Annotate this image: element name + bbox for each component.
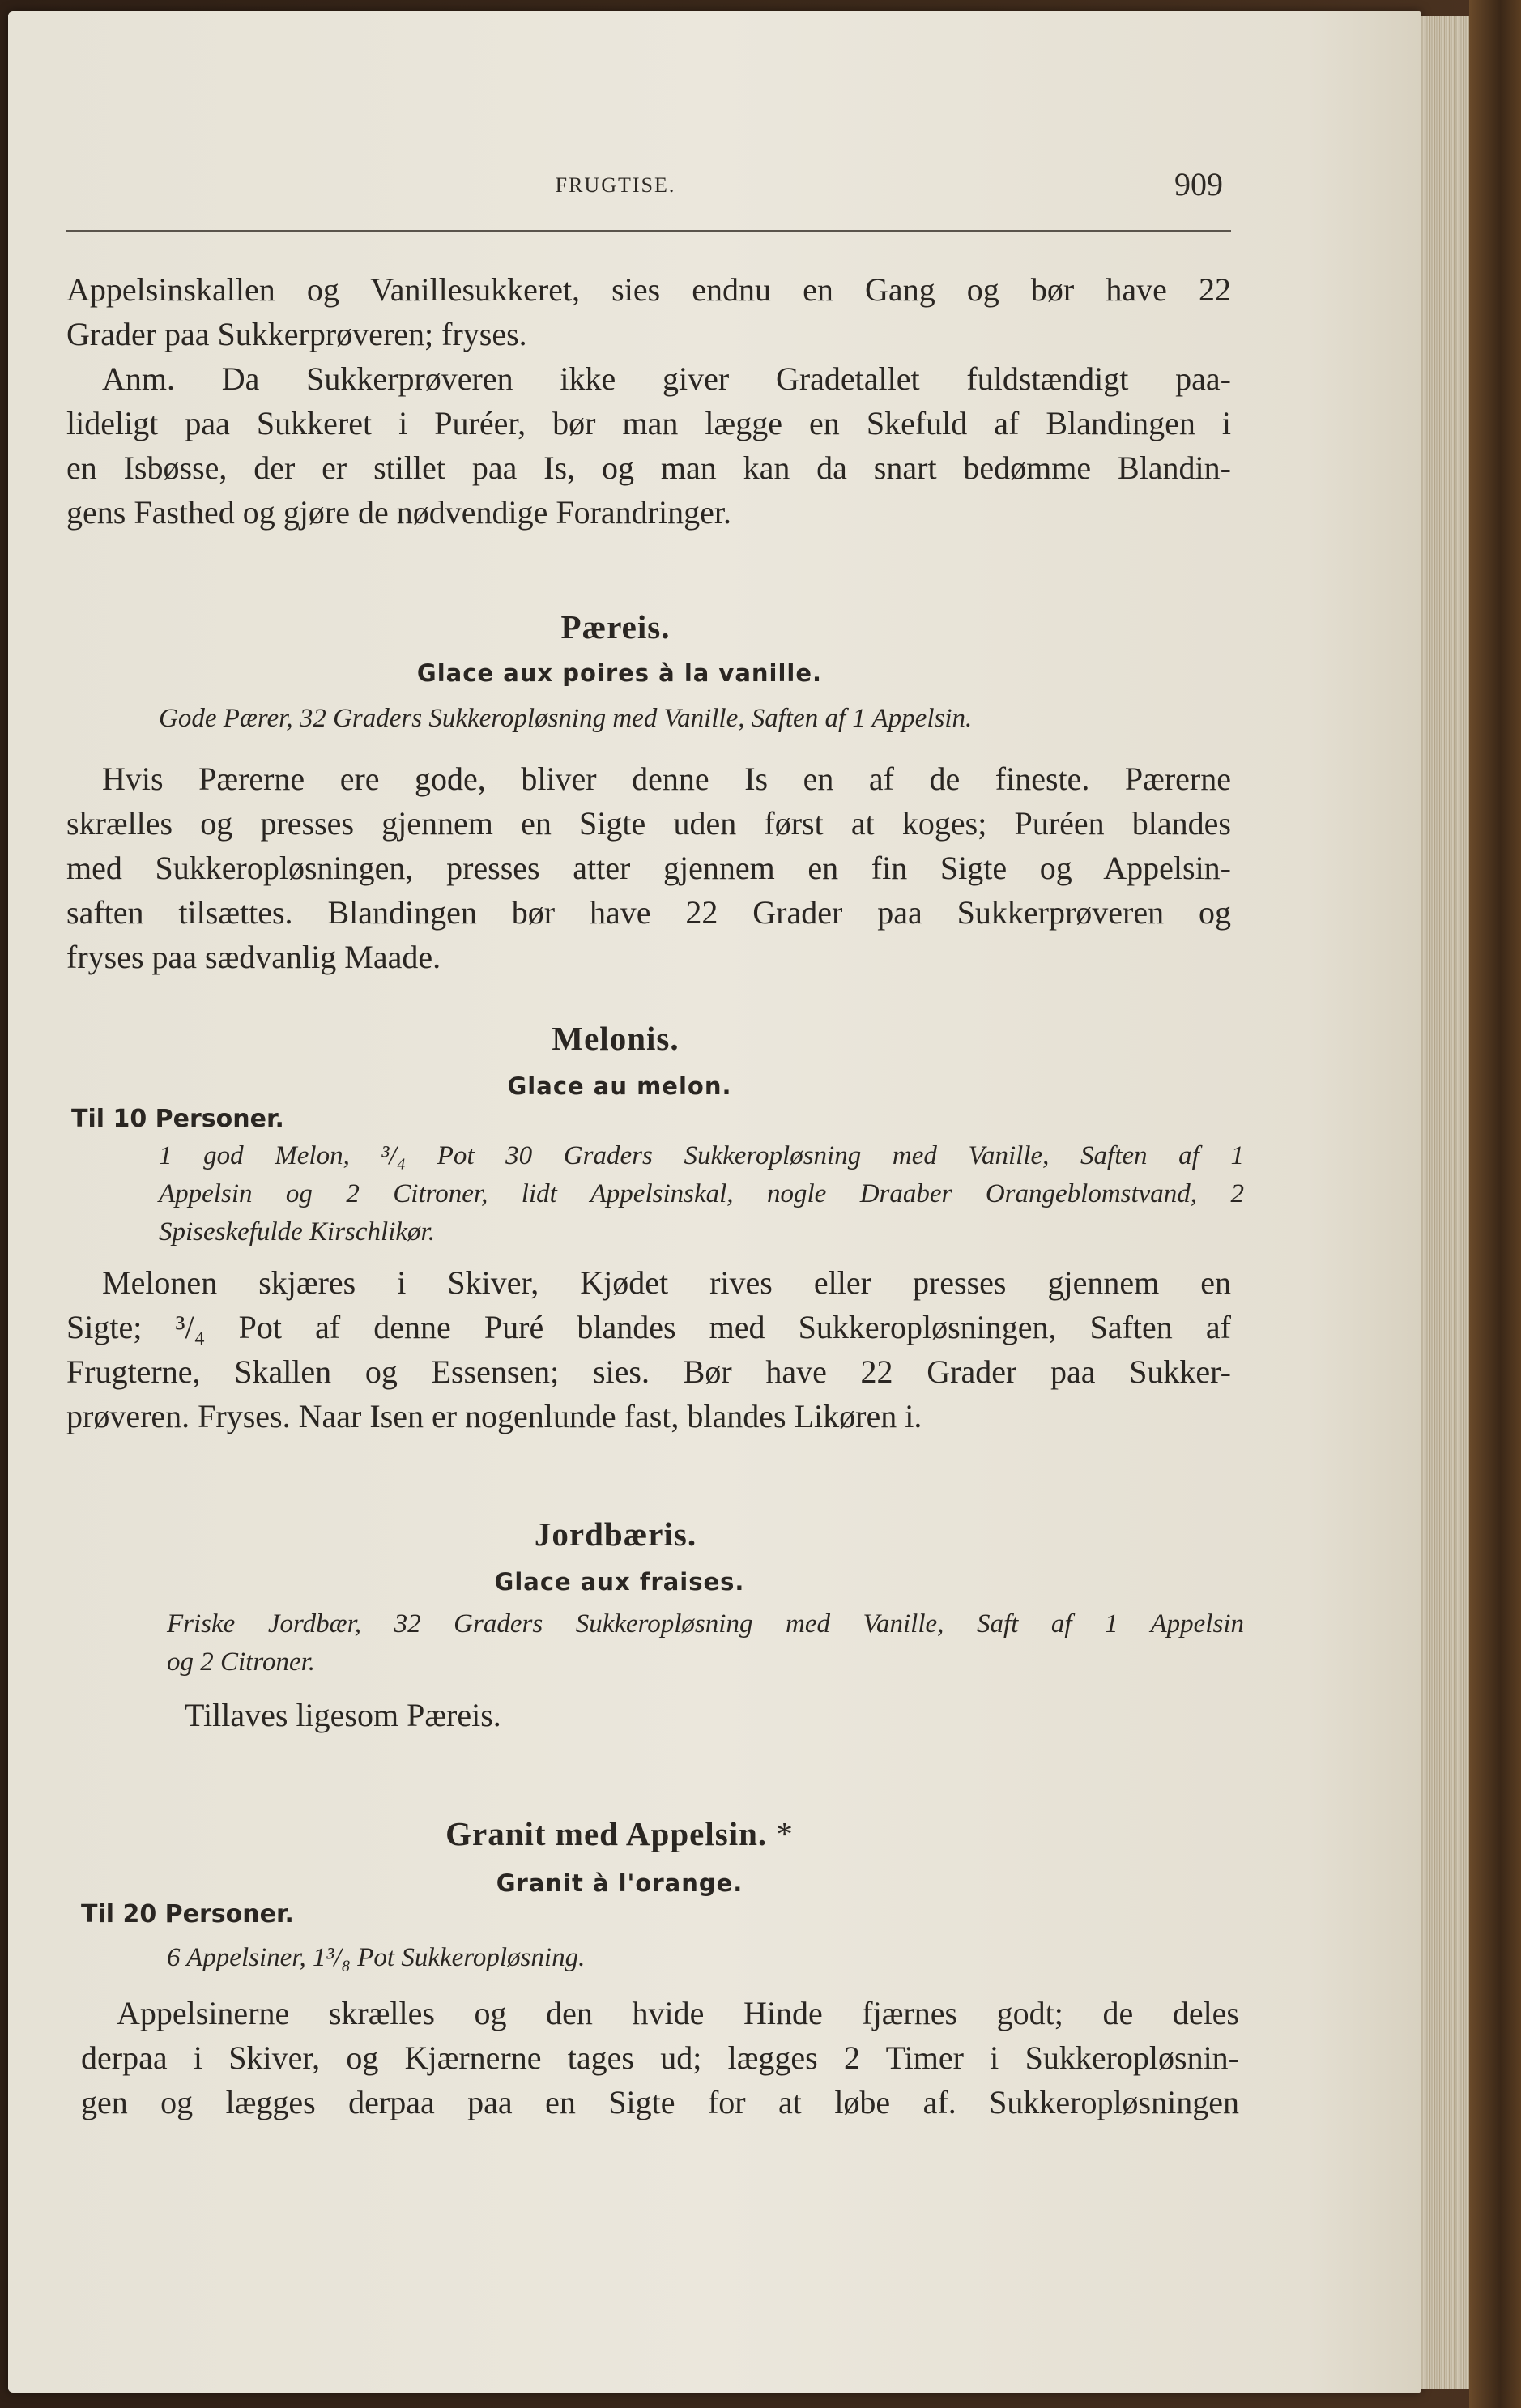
intro-paragraph: [66, 267, 1231, 356]
running-head: FRUGTISE.: [555, 173, 676, 197]
recipe-body: [81, 1991, 1239, 2125]
text-line: Anm. Da Sukkerprøveren ikke giver Gradetallet fuldstændigt paa-: [102, 360, 1231, 397]
text-line: saften tilsættes. Blandingen bør have 22 Grader paa Sukkerprøveren og: [66, 894, 1231, 931]
recipe-subtitle: Granit à l'orange.: [496, 1869, 743, 1897]
recipe-subtitle: Glace au melon.: [507, 1072, 732, 1100]
ingredients-line: Spiseskefulde Kirschlikør.: [159, 1217, 435, 1247]
text-line: Sigte; ³/₄ Pot af denne Puré blandes med Sukkeropløsningen, Saften af: [66, 1309, 1231, 1345]
recipe-body: [66, 1260, 1231, 1438]
text-line: Appelsinskallen og Vanillesukkeret, sies endnu en Gang og bør have 22: [66, 271, 1231, 308]
page-edges: [1421, 16, 1469, 2389]
recipe-body: [66, 756, 1231, 979]
text-line: prøveren. Fryses. Naar Isen er nogenlunde fast, blandes Likøren i.: [66, 1398, 922, 1434]
ingredients-list: [167, 1939, 1252, 1977]
ingredients-list: [159, 700, 1228, 738]
page-number: 909: [1174, 166, 1223, 202]
text-line: Appelsinerne skrælles og den hvide Hinde fjærnes godt; de deles: [117, 1995, 1239, 2031]
ingredients-list: [167, 1605, 1244, 1681]
text-line: en Isbøsse, der er stillet paa Is, og man kan da snart bedømme Blandin-: [66, 450, 1231, 486]
text-line: lideligt paa Sukkeret i Puréer, bør man lægge en Skefuld af Blandingen i: [66, 405, 1231, 441]
ingredients-line: og 2 Citroner.: [167, 1647, 316, 1677]
text-line: gen og lægges derpaa paa en Sigte for at løbe af. Sukkeropløsningen: [81, 2084, 1239, 2120]
recipe-title: Granit med Appelsin.: [445, 1815, 768, 1852]
book-cover-edge: [1469, 0, 1521, 2408]
ingredients-line: 1 god Melon, ³/₄ Pot 30 Graders Sukkeropløsning med Vanille, Saften af 1: [159, 1141, 1244, 1170]
note-paragraph: [66, 356, 1231, 535]
text-line: gens Fasthed og gjøre de nødvendige Forandringer.: [66, 494, 731, 531]
serving-count: Til 10 Personer.: [71, 1105, 284, 1133]
ingredients-line: Friske Jordbær, 32 Graders Sukkeropløsning med Vanille, Saft af 1 Appelsin: [167, 1609, 1244, 1639]
text-line: med Sukkeropløsningen, presses atter gjennem en fin Sigte og Appelsin-: [66, 850, 1231, 886]
ingredients-line: Gode Pærer, 32 Graders Sukkeropløsning med Vanille, Saften af 1 Appelsin.: [159, 704, 973, 733]
ingredients-line: Appelsin og 2 Citroner, lidt Appelsinskal, nogle Draaber Orangeblomstvand, 2: [159, 1179, 1244, 1208]
text-line: fryses paa sædvanlig Maade.: [66, 939, 441, 975]
recipe-title-row: [0, 1814, 1239, 1853]
text-line: Grader paa Sukkerprøveren; fryses.: [66, 316, 527, 352]
text-line: Melonen skjæres i Skiver, Kjødet rives eller presses gjennem en: [102, 1264, 1231, 1301]
ingredients-list: [159, 1137, 1244, 1251]
recipe-subtitle: Glace aux fraises.: [494, 1568, 745, 1596]
recipe-body: [185, 1693, 1349, 1737]
recipe-title: Jordbæris.: [534, 1515, 697, 1553]
header-rule: [66, 230, 1231, 232]
ingredients-line: 6 Appelsiner, 1³/₈ Pot Sukkeropløsning.: [167, 1943, 586, 1972]
text-line: skrælles og presses gjennem en Sigte uden først at koges; Puréen blandes: [66, 805, 1231, 842]
text-line: Hvis Pærerne ere gode, bliver denne Is en af de fineste. Pærerne: [102, 761, 1231, 797]
text-line: Frugterne, Skallen og Essensen; sies. Bør have 22 Grader paa Sukker-: [66, 1353, 1231, 1390]
text-line: derpaa i Skiver, og Kjærnerne tages ud; lægges 2 Timer i Sukkeropløsnin-: [81, 2039, 1239, 2076]
serving-count: Til 20 Personer.: [81, 1900, 294, 1929]
recipe-title: Pæreis.: [560, 608, 671, 646]
recipe-title: Melonis.: [552, 1020, 680, 1057]
recipe-subtitle: Glace aux poires à la vanille.: [416, 659, 823, 687]
text-line: Tillaves ligesom Pæreis.: [185, 1697, 501, 1733]
footnote-mark: *: [776, 1815, 794, 1852]
